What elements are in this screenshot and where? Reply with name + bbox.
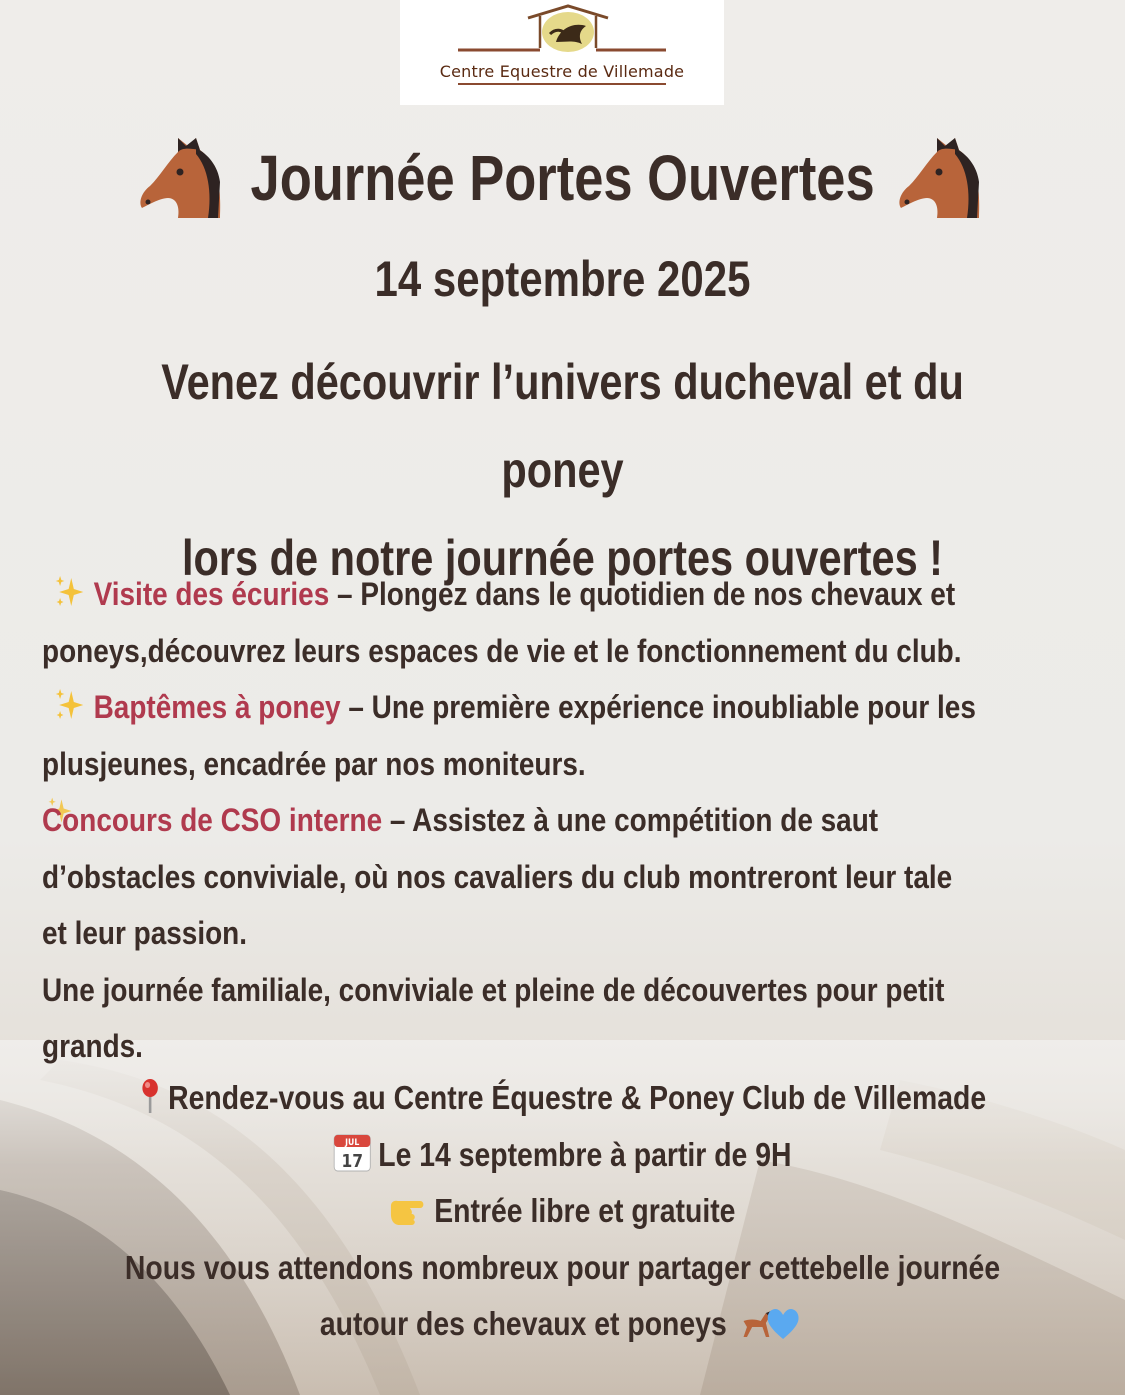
summary-line: grands. xyxy=(42,1028,143,1064)
activity-item xyxy=(42,566,1031,623)
calendar-day: 17 xyxy=(341,1149,364,1171)
sparkles-icon xyxy=(54,687,85,723)
closing-text: autour des chevaux et poneys xyxy=(319,1305,727,1342)
location-text: Rendez-vous au Centre Équestre & Poney Club de Villemade xyxy=(168,1079,987,1116)
activity-item xyxy=(42,792,1031,849)
entry-text: Entrée libre et gratuite xyxy=(434,1192,736,1229)
entry-line xyxy=(79,1183,1047,1240)
logo-text: Centre Equestre de Villemade xyxy=(439,62,685,81)
activity-desc: – Assistez à une compétition de saut xyxy=(382,802,879,838)
closing-line xyxy=(79,1296,1047,1353)
activities-section xyxy=(42,566,1031,1075)
pointing-hand-icon xyxy=(390,1196,428,1228)
activity-desc-line: et leur passion. xyxy=(42,915,248,951)
summary-line: Une journée familiale, conviviale et pleine de découvertes pour petit xyxy=(42,971,945,1008)
horse-face-icon xyxy=(138,132,228,224)
logo xyxy=(400,0,724,105)
activity-desc: – Une première expérience inoubliable pour les xyxy=(340,689,976,725)
intro-line: Venez découvrir l’univers ducheval et du poney xyxy=(161,354,964,498)
location-line xyxy=(79,1070,1047,1127)
activity-desc: – Plongez dans le quotidien de nos chevaux et xyxy=(329,576,956,612)
calendar-month: JUL xyxy=(345,1135,360,1147)
datetime-text: Le 14 septembre à partir de 9H xyxy=(378,1135,792,1173)
sparkles-icon xyxy=(54,574,85,610)
activity-item xyxy=(42,679,1031,736)
round-pushpin-icon xyxy=(139,1077,161,1115)
page-title: Journée Portes Ouvertes xyxy=(250,142,875,214)
calendar-icon xyxy=(334,1132,372,1172)
info-section xyxy=(79,1070,1047,1353)
event-date: 14 septembre 2025 xyxy=(374,251,751,307)
title-row xyxy=(0,118,1125,238)
datetime-line xyxy=(79,1127,1047,1184)
activity-title: Visite des écuries xyxy=(93,576,330,612)
activity-desc-line: d’obstacles conviviale, où nos cavaliers du club montreront leur tale xyxy=(42,858,953,895)
horse-face-icon xyxy=(897,132,987,224)
activity-title: Concours de CSO interne xyxy=(42,802,383,838)
blue-heart-icon xyxy=(767,1309,798,1341)
activity-title: Baptêmes à poney xyxy=(93,689,341,725)
intro-line: lors de notre journée portes ouvertes ! xyxy=(181,530,944,586)
activity-desc-line: poneys,découvrez leurs espaces de vie et le fonctionnement du club. xyxy=(42,632,962,669)
activity-desc-line: plusjeunes, encadrée par nos moniteurs. xyxy=(42,745,586,782)
intro-text xyxy=(96,338,1030,602)
closing-line: Nous vous attendons nombreux pour partager cettebelle journée xyxy=(124,1248,1001,1286)
